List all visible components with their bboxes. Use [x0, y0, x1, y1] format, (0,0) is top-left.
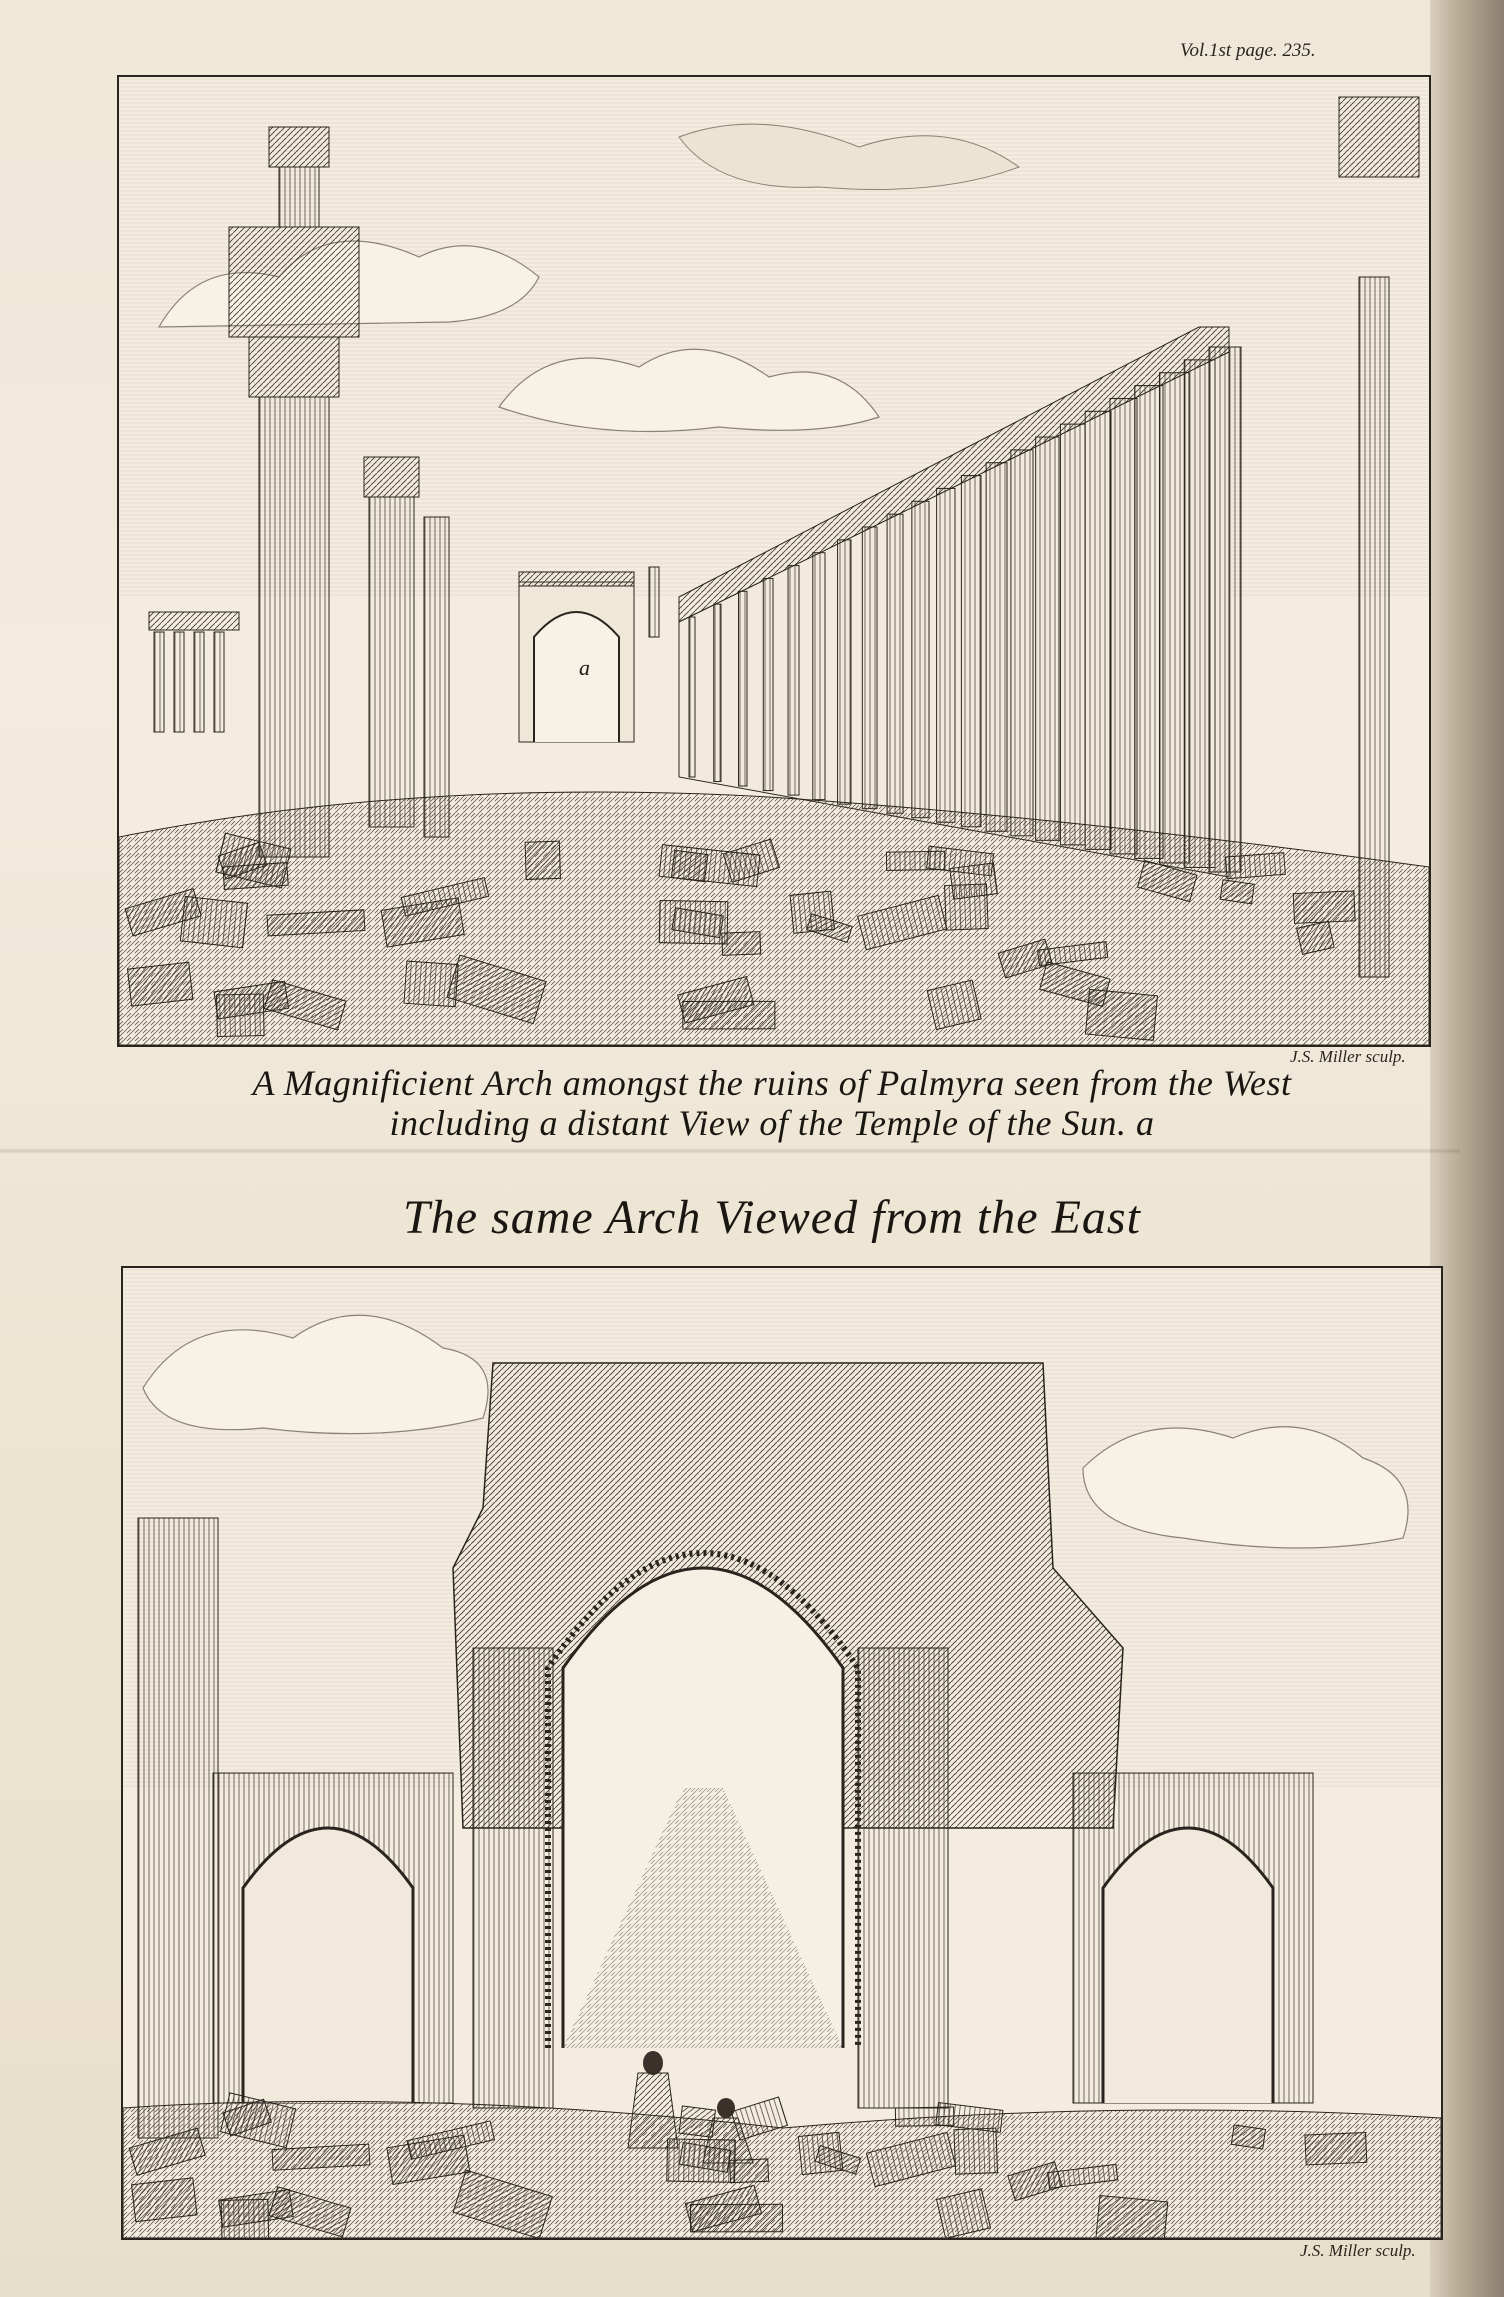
colonnade-column [1011, 450, 1033, 836]
fallen-block [1231, 2125, 1265, 2149]
colonnade-column [961, 476, 981, 827]
fallen-block [1096, 2196, 1168, 2238]
fallen-block [954, 2128, 998, 2174]
west-view-illustration [119, 77, 1429, 1045]
page-reference: Vol.1st page. 235. [1180, 40, 1316, 61]
fallen-block [683, 1001, 775, 1029]
colonnade-column [813, 553, 825, 800]
pier-right [858, 1648, 948, 2108]
engraver-credit-top: J.S. Miller sculp. [1290, 1047, 1406, 1066]
engraving-west-view [117, 75, 1431, 1047]
fallen-block [217, 994, 265, 1036]
fallen-block [691, 2204, 783, 2232]
fallen-block [525, 841, 560, 879]
colonnade-column [714, 604, 721, 781]
colonnade-column [887, 514, 903, 813]
fallen-block [730, 2159, 769, 2183]
fallen-block [1293, 891, 1355, 923]
caption-line-1: A Magnificient Arch amongst the ruins of Palmyra seen from the West [252, 1063, 1292, 1103]
colonnade-column [838, 540, 851, 804]
colonnade-column [1135, 386, 1163, 859]
fallen-block [1305, 2132, 1367, 2164]
edge-entablature [1339, 97, 1419, 177]
subtitle: The same Arch Viewed from the East [403, 1191, 1141, 1244]
fallen-block [790, 891, 834, 933]
caption-line-2: including a distant View of the Temple of the Sun. a [389, 1103, 1155, 1143]
pilaster-left [138, 1518, 218, 2138]
colonnade-column [1110, 398, 1137, 853]
colonnade-column [912, 501, 929, 817]
pier-left [473, 1648, 553, 2108]
colonnade-column [788, 566, 799, 796]
colonnade-column [739, 591, 747, 786]
side-arch-right [1073, 1773, 1313, 2103]
fallen-block [223, 863, 288, 890]
colonnade-column [689, 617, 695, 777]
fallen-block [132, 2178, 197, 2222]
colonnade-column [1209, 347, 1241, 872]
fallen-block [667, 2139, 736, 2183]
page-fold [0, 1148, 1460, 1154]
fallen-block [127, 962, 192, 1006]
colonnade-column [1036, 437, 1059, 840]
engraver-credit-bottom: J.S. Miller sculp. [1300, 2241, 1416, 2260]
fallen-block [679, 2106, 716, 2137]
engraving-east-view [121, 1266, 1443, 2240]
colonnade-column [763, 578, 773, 790]
label-a: a [579, 655, 590, 680]
fallen-block [895, 2107, 954, 2126]
fallen-block [950, 863, 998, 899]
fallen-block [798, 2132, 842, 2174]
east-view-illustration [123, 1268, 1441, 2238]
fallen-block [886, 851, 945, 870]
fallen-block [659, 900, 728, 944]
colonnade-column [937, 488, 955, 822]
colonnade-column [1085, 411, 1111, 849]
fallen-block [221, 2199, 269, 2238]
colonnade-column [986, 463, 1007, 832]
fallen-block [180, 896, 247, 947]
fallen-block [1220, 880, 1254, 904]
side-arch-left [213, 1773, 453, 2103]
fallen-block [1226, 853, 1286, 879]
colonnade-column [862, 527, 877, 809]
fallen-block [404, 961, 458, 1007]
colonnade-column [1060, 424, 1085, 845]
